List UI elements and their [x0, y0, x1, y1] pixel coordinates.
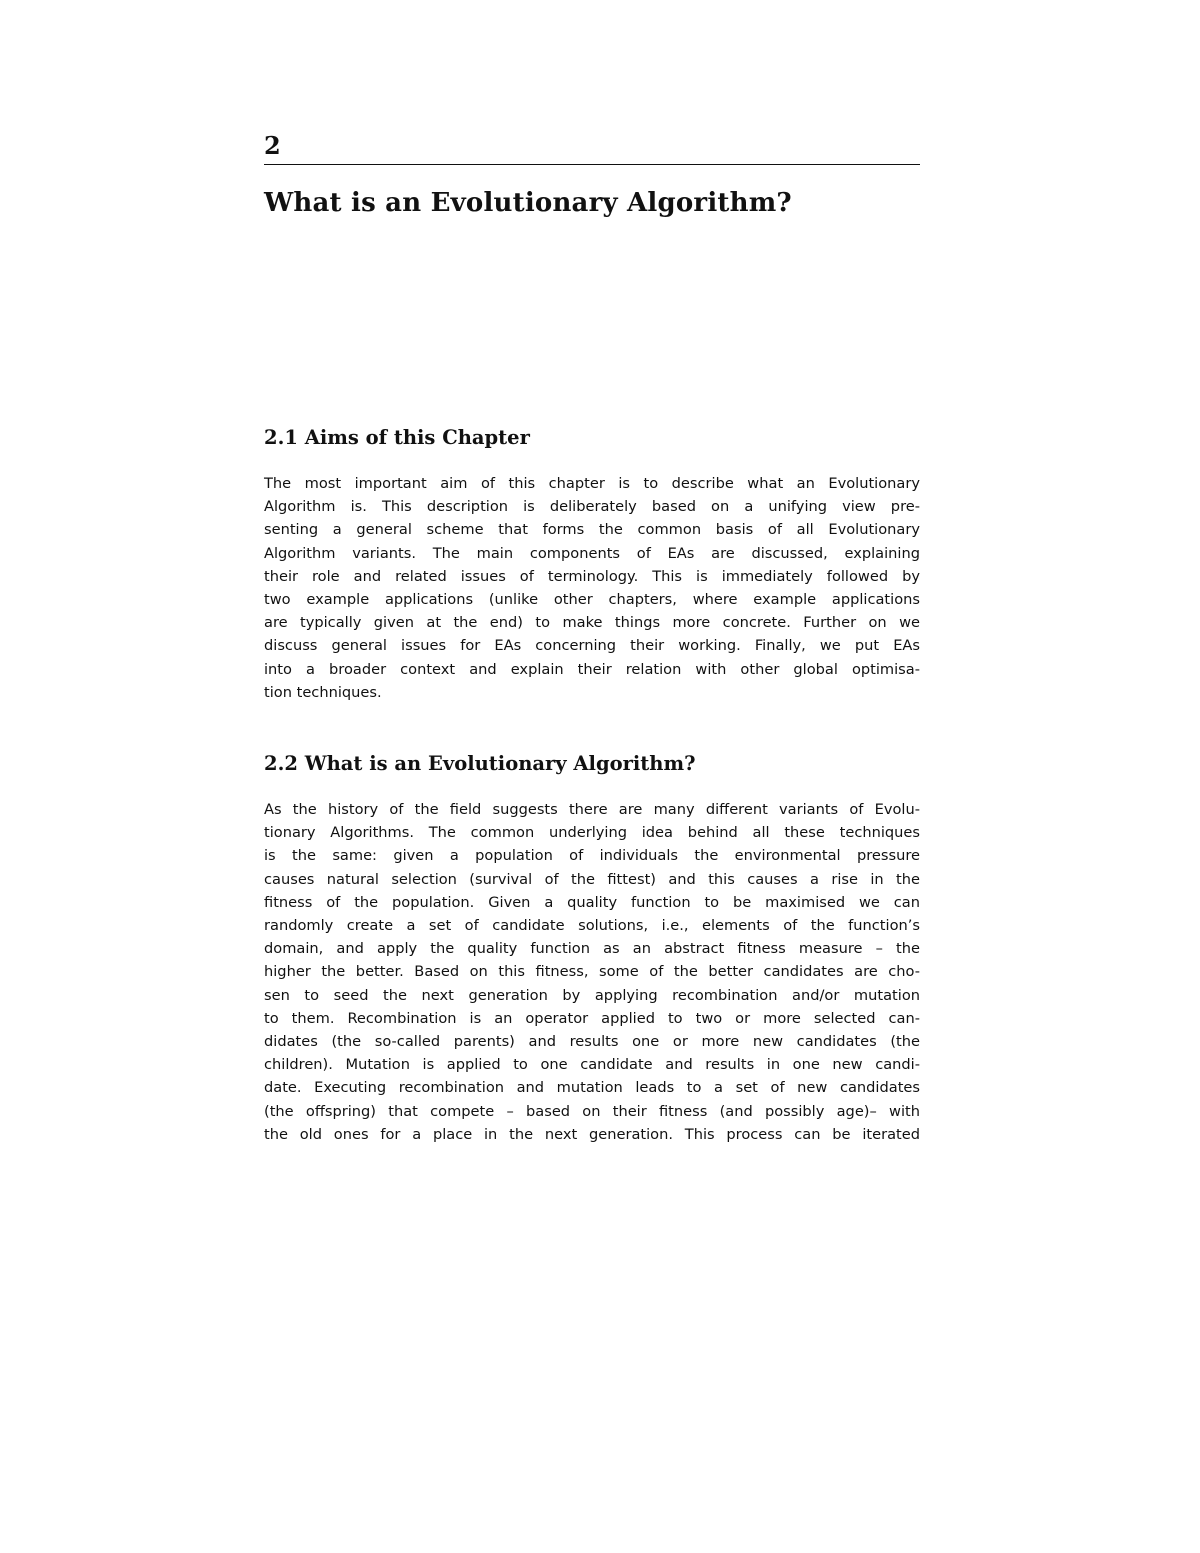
text-line: fitness of the population. Given a quality function to be maximised we can: [264, 893, 920, 911]
text-line: is the same: given a population of individuals the environmental pressure: [264, 847, 920, 865]
text-line: As the history of the field suggests there are many different variants of Evolu-: [264, 801, 920, 818]
text-line: children). Mutation is applied to one candidate and results in one new candi-: [264, 1056, 920, 1074]
text-line: two example applications (unlike other chapters, where example applications: [264, 591, 920, 609]
text-line: into a broader context and explain their relation with other global optimisa-: [264, 660, 920, 678]
text-line: senting a general scheme that forms the common basis of all Evolutionary: [264, 521, 920, 539]
text-line: their role and related issues of terminology. This is immediately followed by: [264, 567, 920, 585]
text-line: date. Executing recombination and mutation leads to a set of new candidates: [264, 1079, 920, 1097]
text-line: Algorithm variants. The main components of EAs are discussed, explaining: [264, 544, 920, 562]
text-line: tionary Algorithms. The common underlying idea behind all these techniques: [264, 824, 920, 842]
text-line: Algorithm is. This description is deliberately based on a unifying view pre-: [264, 498, 920, 516]
text-line: to them. Recombination is an operator applied to two or more selected can-: [264, 1009, 920, 1027]
text-line: the old ones for a place in the next generation. This process can be iterated: [264, 1125, 920, 1143]
text-line: causes natural selection (survival of the fittest) and this causes a rise in the: [264, 870, 920, 888]
text-line: sen to seed the next generation by applying recombination and/or mutation: [264, 986, 920, 1004]
section-body: [264, 798, 920, 1146]
text-line: didates (the so-called parents) and results one or more new candidates (the: [264, 1033, 920, 1051]
section-body: [264, 472, 920, 704]
text-line: randomly create a set of candidate solutions, i.e., elements of the function’s: [264, 917, 920, 935]
section-heading: 2.2 What is an Evolutionary Algorithm?: [264, 752, 696, 775]
text-line: The most important aim of this chapter is to describe what an Evolutionary: [264, 475, 920, 492]
chapter-rule: [264, 164, 920, 165]
text-line: discuss general issues for EAs concerning their working. Finally, we put EAs: [264, 637, 920, 655]
text-line: higher the better. Based on this fitness, some of the better candidates are cho-: [264, 963, 920, 981]
text-line: tion techniques.: [264, 683, 382, 701]
section-what-is-ea: [264, 750, 920, 1146]
text-line: are typically given at the end) to make things more concrete. Further on we: [264, 614, 920, 632]
section-aims: [264, 424, 920, 704]
chapter-number: 2: [264, 131, 281, 160]
text-line: domain, and apply the quality function as an abstract fitness measure – the: [264, 940, 920, 958]
text-line: (the offspring) that compete – based on their fitness (and possibly age)– with: [264, 1102, 920, 1120]
section-heading: 2.1 Aims of this Chapter: [264, 426, 530, 449]
chapter-title: What is an Evolutionary Algorithm?: [264, 188, 792, 218]
